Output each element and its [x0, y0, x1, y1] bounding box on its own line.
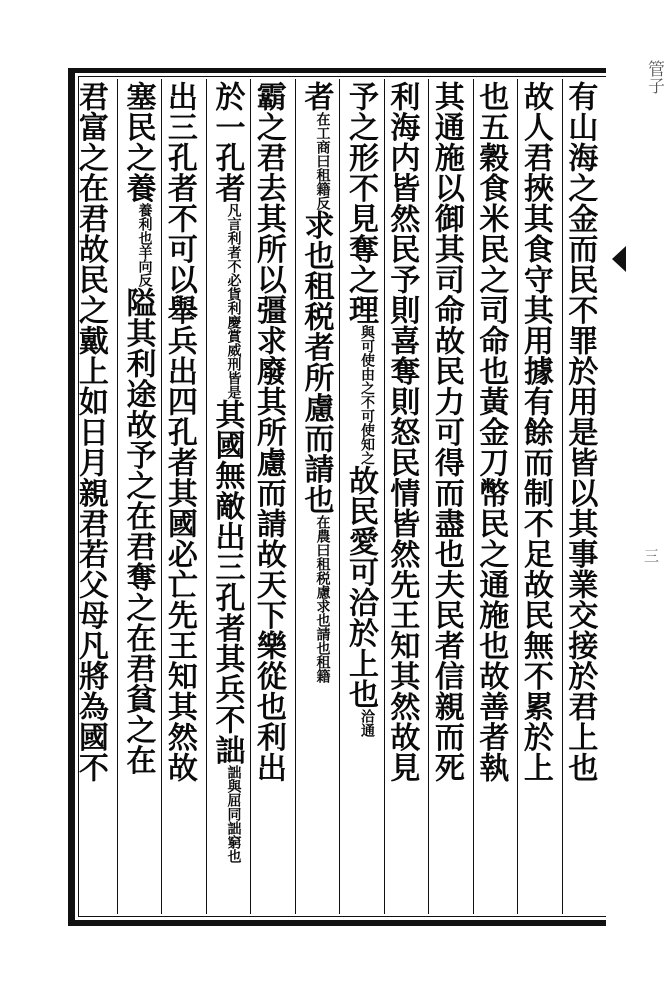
- text-column: [206, 79, 251, 914]
- column-text: 故人君挾其食守其用據有餘而制不足故民無不累於上: [517, 81, 553, 783]
- text-column: [339, 79, 384, 914]
- interlinear-note: 洽通: [359, 709, 375, 737]
- text-column: [473, 79, 518, 914]
- column-main-text: 予之形不見奪之理: [343, 81, 378, 325]
- margin-header-text: 管子: [644, 60, 664, 94]
- column-main-text: 故民愛可洽於上也: [343, 465, 378, 709]
- text-block-frame: [68, 68, 606, 926]
- interlinear-note: 在工商曰租籍反: [314, 111, 331, 210]
- column-main-text: 其國無敵出三孔者其兵不詘: [209, 399, 245, 765]
- column-text: 其通施以御其司命故民力可得而盡也夫民者信親而死: [428, 81, 464, 783]
- text-column: [384, 79, 429, 914]
- text-column: [161, 79, 206, 914]
- column-main-text: 求也租税者所慮而請也: [298, 209, 334, 515]
- text-column: [295, 79, 340, 914]
- column-text: 君富之在君故民之戴上如日月親君若父母凡將為國不: [72, 81, 108, 783]
- column-text: 有山海之金而民不罪於用是皆以其事業交接於君上也: [562, 81, 598, 783]
- fold-mark-triangle: [612, 246, 626, 272]
- text-column: [72, 79, 117, 914]
- column-main-text: 者: [298, 81, 334, 112]
- column-text: 利海内皆然民予則喜奪則怒民情皆然先王知其然故見: [384, 81, 420, 783]
- column-main-text: 於一孔者: [209, 81, 245, 203]
- column-text: 出三孔者不可以舉兵出四孔者其國必亡先王知其然故: [161, 81, 197, 783]
- column-text: [208, 81, 245, 914]
- column-main-text: 隘其利途故予之在君奪之在君貧之在: [120, 287, 156, 775]
- interlinear-note: 凡言利者不必貨利慶賞威刑皆是: [225, 203, 242, 399]
- column-text: 也五穀食米民之司命也黃金刀幣民之通施也故善者執: [473, 81, 509, 783]
- interlinear-note: 養利也羊向反: [136, 203, 153, 287]
- column-text: [297, 81, 334, 914]
- text-columns: [72, 79, 606, 914]
- text-column: [562, 79, 607, 914]
- column-main-text: 塞民之養: [120, 81, 156, 203]
- text-column: [117, 79, 162, 914]
- page-number: 三: [642, 548, 660, 563]
- text-column: [428, 79, 473, 914]
- column-text: [119, 81, 156, 914]
- interlinear-note: 與可使由之不可使知之: [359, 325, 375, 465]
- text-column: [517, 79, 562, 914]
- column-text: [341, 81, 378, 914]
- text-column: [250, 79, 295, 914]
- interlinear-note: 在農曰租税慮求也請也: [314, 514, 331, 655]
- interlinear-note: 租籍: [314, 654, 331, 683]
- column-text: 霸之君去其所以彊求廢其所慮而請故天下樂從也利出: [250, 81, 286, 783]
- interlinear-note: 詘與屈同詘窮也: [225, 765, 242, 863]
